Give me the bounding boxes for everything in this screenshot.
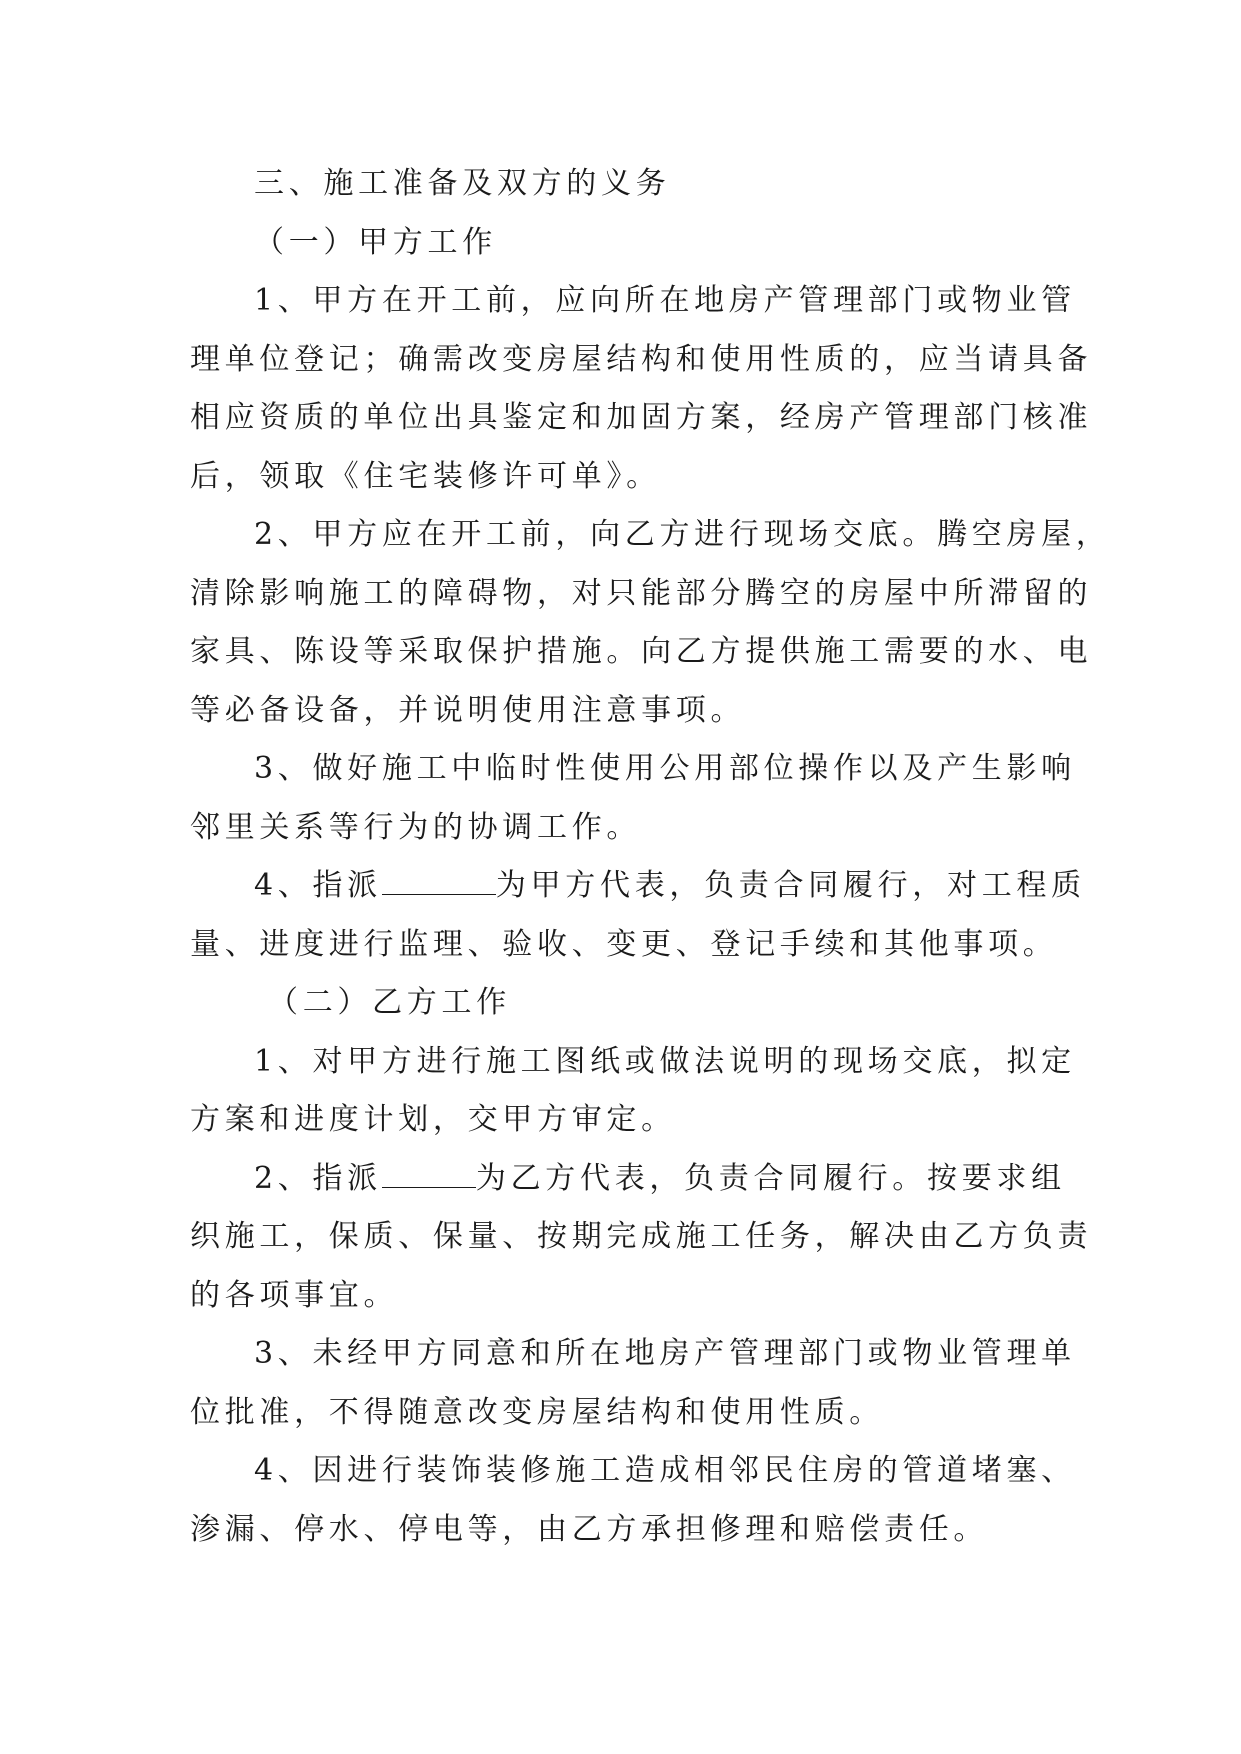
representative-blank[interactable] — [382, 1151, 476, 1188]
paragraph-line: 织施工，保质、保量、按期完成施工任务，解决由乙方负责 — [190, 1219, 1093, 1254]
document-body — [190, 155, 1111, 1559]
paragraph-line: 后，领取《住宅装修许可单》。 — [190, 458, 661, 494]
paragraph-line: 家具、陈设等采取保护措施。向乙方提供施工需要的水、电 — [190, 634, 1093, 669]
paragraph-line: 1、对甲方进行施工图纸或做法说明的现场交底，拟定 — [254, 1043, 1076, 1079]
paragraph-line: 位批准，不得随意改变房屋结构和使用性质。 — [190, 1394, 884, 1430]
paragraph-line: 理单位登记；确需改变房屋结构和使用性质的，应当请具备 — [190, 341, 1093, 377]
party-a-item-1 — [190, 272, 1093, 506]
section-heading: 三、施工准备及双方的义务 — [254, 166, 671, 201]
paragraph-line: 清除影响施工的障碍物，对只能部分腾空的房屋中所滞留的 — [190, 575, 1093, 611]
party-a-heading: （一）甲方工作 — [254, 224, 497, 260]
party-b-item-4 — [190, 1442, 1076, 1559]
item-prefix: 2、指派 — [254, 1160, 382, 1196]
party-a-item-2 — [190, 506, 1111, 740]
paragraph-line: 1、甲方在开工前，应向所在地房产管理部门或物业管 — [254, 283, 1076, 318]
paragraph-line — [190, 1150, 1066, 1209]
party-b-item-2 — [190, 1150, 1093, 1326]
party-a-item-3 — [190, 740, 1076, 857]
paragraph-line: 3、做好施工中临时性使用公用部位操作以及产生影响 — [254, 751, 1076, 786]
item-suffix: 为乙方代表，负责合同履行。按要求组 — [475, 1160, 1066, 1196]
paragraph-line: 渗漏、停水、停电等，由乙方承担修理和赔偿责任。 — [190, 1511, 989, 1547]
party-a-item-4 — [190, 857, 1086, 974]
paragraph-line: 相应资质的单位出具鉴定和加固方案，经房产管理部门核准 — [190, 400, 1093, 435]
paragraph-line: 2、甲方应在开工前，向乙方进行现场交底。腾空房屋， — [254, 517, 1111, 552]
paragraph-line: 等必备设备，并说明使用注意事项。 — [190, 692, 746, 728]
item-suffix: 为甲方代表，负责合同履行，对工程质 — [495, 868, 1086, 903]
representative-blank[interactable] — [382, 858, 496, 895]
paragraph-line: 3、未经甲方同意和所在地房产管理部门或物业管理单 — [254, 1336, 1076, 1371]
party-b-heading: （二）乙方工作 — [268, 985, 511, 1020]
paragraph-line — [190, 857, 1086, 916]
party-b-item-3 — [190, 1325, 1076, 1442]
paragraph-line: 方案和进度计划，交甲方审定。 — [190, 1102, 676, 1137]
paragraph-line: 的各项事宜。 — [190, 1277, 399, 1313]
paragraph-line: 量、进度进行监理、验收、变更、登记手续和其他事项。 — [190, 926, 1058, 962]
paragraph-line: 4、因进行装饰装修施工造成相邻民住房的管道堵塞、 — [254, 1453, 1076, 1488]
paragraph-line: 邻里关系等行为的协调工作。 — [190, 809, 642, 845]
item-prefix: 4、指派 — [254, 868, 382, 903]
party-b-item-1 — [190, 1033, 1076, 1150]
